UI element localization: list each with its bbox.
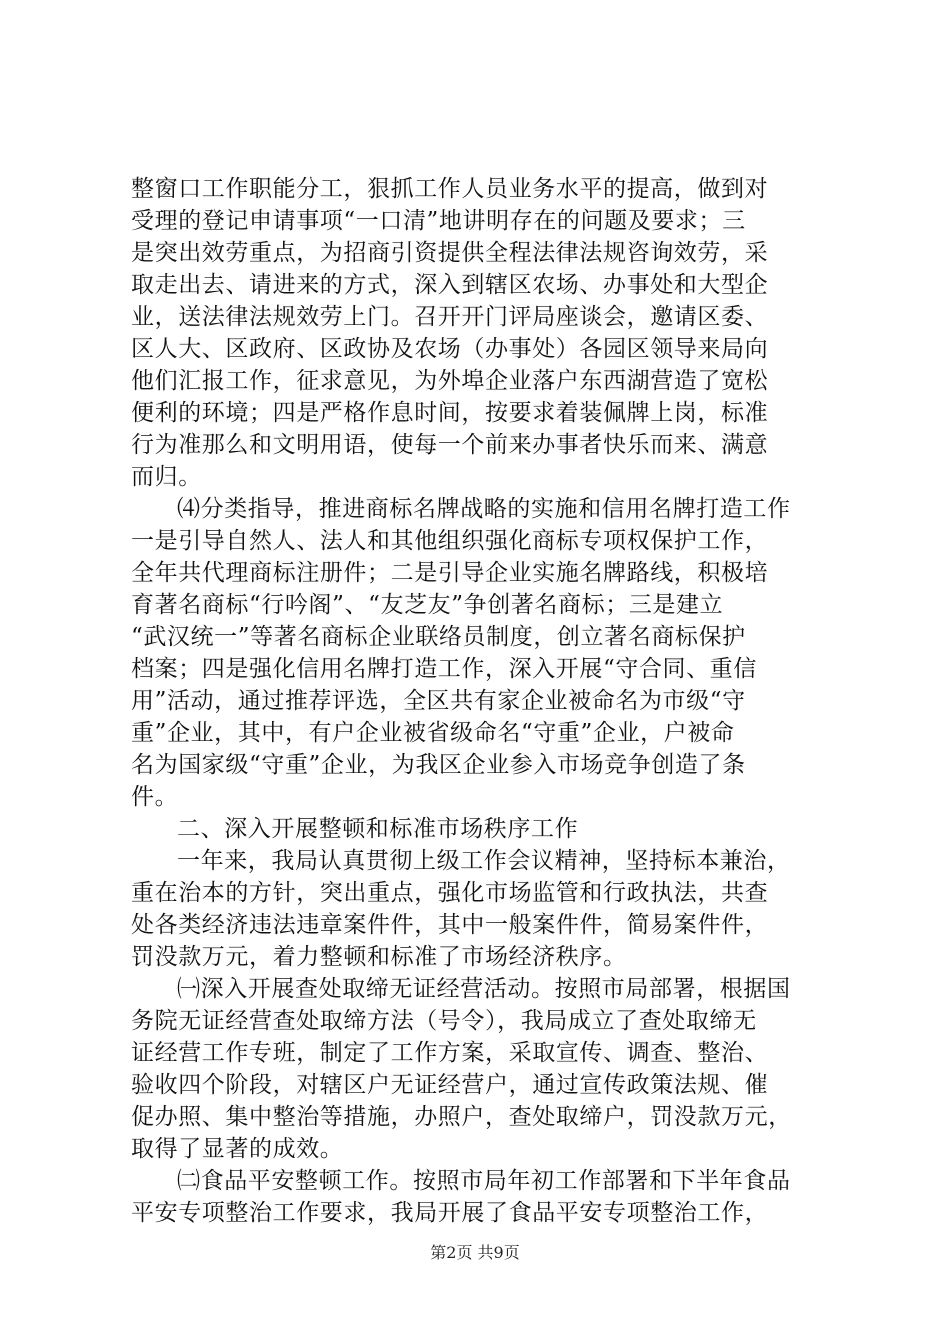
text-line: 一是引导自然人、法人和其他组织强化商标专项权保护工作， bbox=[131, 528, 769, 554]
text-line: 他们汇报工作，征求意见，为外埠企业落户东西湖营造了宽松 bbox=[131, 368, 769, 394]
text-line: 取走出去、请进来的方式，深入到辖区农场、办事处和大型企 bbox=[131, 272, 769, 298]
text-line: 平安专项整治工作要求，我局开展了食品平安专项整治工作， bbox=[131, 1200, 769, 1226]
text-line: 受理的登记申请事项“一口清”地讲明存在的问题及要求；三 bbox=[131, 208, 746, 234]
text-line: 证经营工作专班，制定了工作方案，采取宣传、调查、整治、 bbox=[131, 1040, 769, 1066]
text-line: 便利的环境；四是严格作息时间，按要求着装佩牌上岗，标准 bbox=[131, 400, 769, 426]
text-line: 而归。 bbox=[131, 464, 202, 490]
document-body bbox=[131, 173, 831, 1229]
text-line: 名为国家级“守重”企业，为我区企业参入市场竞争创造了条 bbox=[131, 752, 746, 778]
text-line: 验收四个阶段，对辖区户无证经营户，通过宣传政策法规、催 bbox=[131, 1072, 769, 1098]
subsection-heading: ㈡食品平安整顿工作。按照市局年初工作部署和下半年食品 bbox=[177, 1168, 791, 1194]
text-line: 促办照、集中整治等措施，办照户，查处取缔户，罚没款万元， bbox=[131, 1104, 792, 1130]
text-line: 行为准那么和文明用语，使每一个前来办事者快乐而来、满意 bbox=[131, 432, 769, 458]
text-line: 档案；四是强化信用名牌打造工作，深入开展“守合同、重信 bbox=[131, 656, 757, 682]
text-line: 取得了显著的成效。 bbox=[131, 1136, 344, 1162]
text-line: 务院无证经营查处取缔方法（号令），我局成立了查处取缔无 bbox=[131, 1008, 757, 1034]
text-line: 罚没款万元，着力整顿和标准了市场经济秩序。 bbox=[131, 944, 627, 970]
text-line: 一年来，我局认真贯彻上级工作会议精神，坚持标本兼治， bbox=[177, 848, 791, 874]
page-number-footer: 第2页 共9页 bbox=[430, 1243, 520, 1262]
text-line: 是突出效劳重点，为招商引资提供全程法律法规咨询效劳，采 bbox=[131, 240, 769, 266]
text-line: 处各类经济违法违章案件件，其中一般案件件，简易案件件， bbox=[131, 912, 769, 938]
text-line: 全年共代理商标注册件；二是引导企业实施名牌路线，积极培 bbox=[131, 560, 769, 586]
text-line: 重”企业，其中，有户企业被省级命名“守重”企业，户被命 bbox=[131, 720, 735, 746]
text-line: 区人大、区政府、区政协及农场（办事处）各园区领导来局向 bbox=[131, 336, 769, 362]
text-line: 重在治本的方针，突出重点，强化市场监管和行政执法，共查 bbox=[131, 880, 769, 906]
text-line: 整窗口工作职能分工，狠抓工作人员业务水平的提高，做到对 bbox=[131, 176, 769, 202]
text-line: “武汉统一”等著名商标企业联络员制度，创立著名商标保护 bbox=[131, 624, 746, 650]
text-line: 育著名商标“行吟阁”、“友芝友”争创著名商标；三是建立 bbox=[131, 592, 724, 618]
subsection-heading: ㈠深入开展查处取缔无证经营活动。按照市局部署，根据国 bbox=[177, 976, 791, 1002]
text-line: 业，送法律法规效劳上门。召开开门评局座谈会，邀请区委、 bbox=[131, 304, 769, 330]
subsection-heading: ⑷分类指导，推进商标名牌战略的实施和信用名牌打造工作 bbox=[177, 496, 791, 522]
text-line: 用”活动，通过推荐评选，全区共有家企业被命名为市级“守 bbox=[131, 688, 746, 714]
section-heading: 二、深入开展整顿和标准市场秩序工作 bbox=[177, 816, 579, 842]
text-line: 件。 bbox=[131, 784, 179, 810]
